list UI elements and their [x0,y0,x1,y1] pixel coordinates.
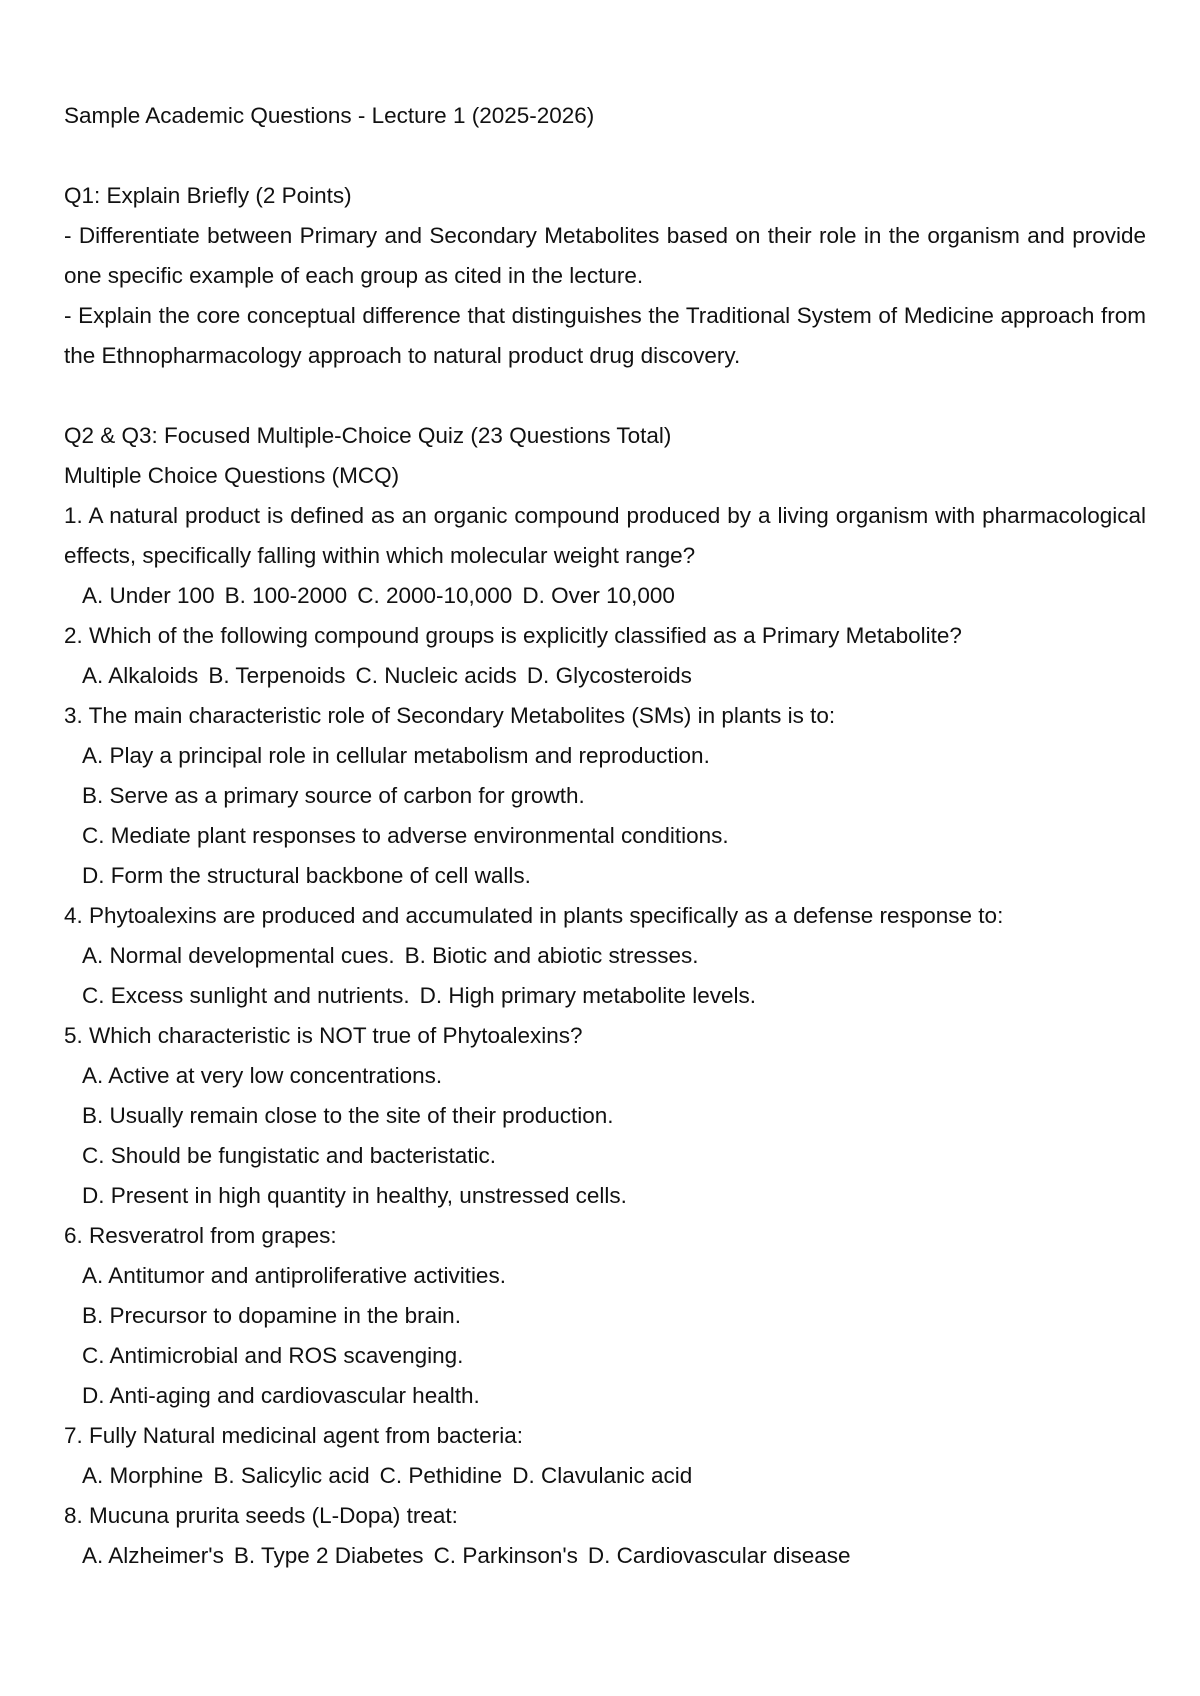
answer-option: D. Cardiovascular disease [587,1543,851,1568]
question-text: 6. Resveratrol from grapes: [64,1223,337,1248]
question-text: 5. Which characteristic is NOT true of Phytoalexins? [64,1023,583,1048]
option-line [64,1136,1146,1176]
q23-heading: Q2 & Q3: Focused Multiple-Choice Quiz (23 Questions Total) [64,423,672,448]
answer-option: C. Excess sunlight and nutrients. [82,983,410,1008]
question-item [64,896,1146,1016]
answer-option: D. Form the structural backbone of cell walls. [82,863,531,888]
answer-option: D. Anti-aging and cardiovascular health. [82,1383,480,1408]
option-line [64,936,1146,976]
answer-option: A. Under 100 [82,583,215,608]
answer-option: C. Pethidine [379,1463,503,1488]
answer-option: A. Normal developmental cues. [82,943,395,968]
option-line [64,1256,1146,1296]
document-title: Sample Academic Questions - Lecture 1 (2025-2026) [64,103,595,128]
question-text: 1. A natural product is defined as an organic compound produced by a living organism with pharmacological effects, specifically falling within which molecular weight range? [64,503,1146,568]
answer-option: C. Should be fungistatic and bacteristatic. [82,1143,496,1168]
mcq-subheading: Multiple Choice Questions (MCQ) [64,463,400,488]
question-item [64,696,1146,896]
answer-option: B. Usually remain close to the site of their production. [82,1103,614,1128]
question-text: 4. Phytoalexins are produced and accumulated in plants specifically as a defense response to: [64,903,1004,928]
spacer [64,136,1146,176]
answer-option: B. Precursor to dopamine in the brain. [82,1303,461,1328]
option-line [64,1296,1146,1336]
option-line [64,776,1146,816]
option-line [64,816,1146,856]
answer-option: A. Alkaloids [82,663,199,688]
option-line [64,856,1146,896]
question-item [64,616,1146,696]
answer-option: B. Serve as a primary source of carbon for growth. [82,783,585,808]
answer-option: B. Type 2 Diabetes [233,1543,424,1568]
option-line [64,576,1146,616]
q1-item: - Differentiate between Primary and Secondary Metabolites based on their role in the organism and provide one specific example of each group as cited in the lecture. [64,223,1146,288]
answer-option: B. Terpenoids [208,663,346,688]
question-item [64,1016,1146,1216]
answer-option: C. Nucleic acids [355,663,517,688]
document-page [64,96,1146,1576]
answer-option: D. Present in high quantity in healthy, unstressed cells. [82,1183,627,1208]
question-text: 2. Which of the following compound groups is explicitly classified as a Primary Metabolite? [64,623,962,648]
option-line [64,1176,1146,1216]
answer-option: C. Antimicrobial and ROS scavenging. [82,1343,464,1368]
question-text: 7. Fully Natural medicinal agent from bacteria: [64,1423,523,1448]
question-text: 3. The main characteristic role of Secondary Metabolites (SMs) in plants is to: [64,703,836,728]
answer-option: D. Over 10,000 [522,583,675,608]
q1-heading: Q1: Explain Briefly (2 Points) [64,183,352,208]
option-line [64,656,1146,696]
answer-option: C. 2000-10,000 [357,583,513,608]
q1-item: - Explain the core conceptual difference that distinguishes the Traditional System of Medicine approach from the Ethnopharmacology approach to natural product drug discovery. [64,303,1146,368]
answer-option: B. Salicylic acid [213,1463,370,1488]
option-line [64,976,1146,1016]
answer-option: A. Active at very low concentrations. [82,1063,443,1088]
option-line [64,1456,1146,1496]
question-text: 8. Mucuna prurita seeds (L-Dopa) treat: [64,1503,458,1528]
answer-option: A. Antitumor and antiproliferative activities. [82,1263,506,1288]
answer-option: A. Morphine [82,1463,204,1488]
answer-option: D. Clavulanic acid [512,1463,693,1488]
question-list [64,496,1146,1576]
question-item [64,1496,1146,1576]
question-item [64,1416,1146,1496]
answer-option: B. 100-2000 [224,583,348,608]
answer-option: C. Mediate plant responses to adverse environmental conditions. [82,823,729,848]
option-line [64,1056,1146,1096]
answer-option: B. Biotic and abiotic stresses. [404,943,699,968]
question-item [64,1216,1146,1416]
option-line [64,1096,1146,1136]
answer-option: C. Parkinson's [433,1543,578,1568]
answer-option: A. Alzheimer's [82,1543,224,1568]
option-line [64,1536,1146,1576]
answer-option: D. Glycosteroids [526,663,692,688]
answer-option: A. Play a principal role in cellular metabolism and reproduction. [82,743,710,768]
option-line [64,736,1146,776]
question-item [64,496,1146,616]
answer-option: D. High primary metabolite levels. [419,983,757,1008]
spacer [64,376,1146,416]
option-line [64,1376,1146,1416]
option-line [64,1336,1146,1376]
